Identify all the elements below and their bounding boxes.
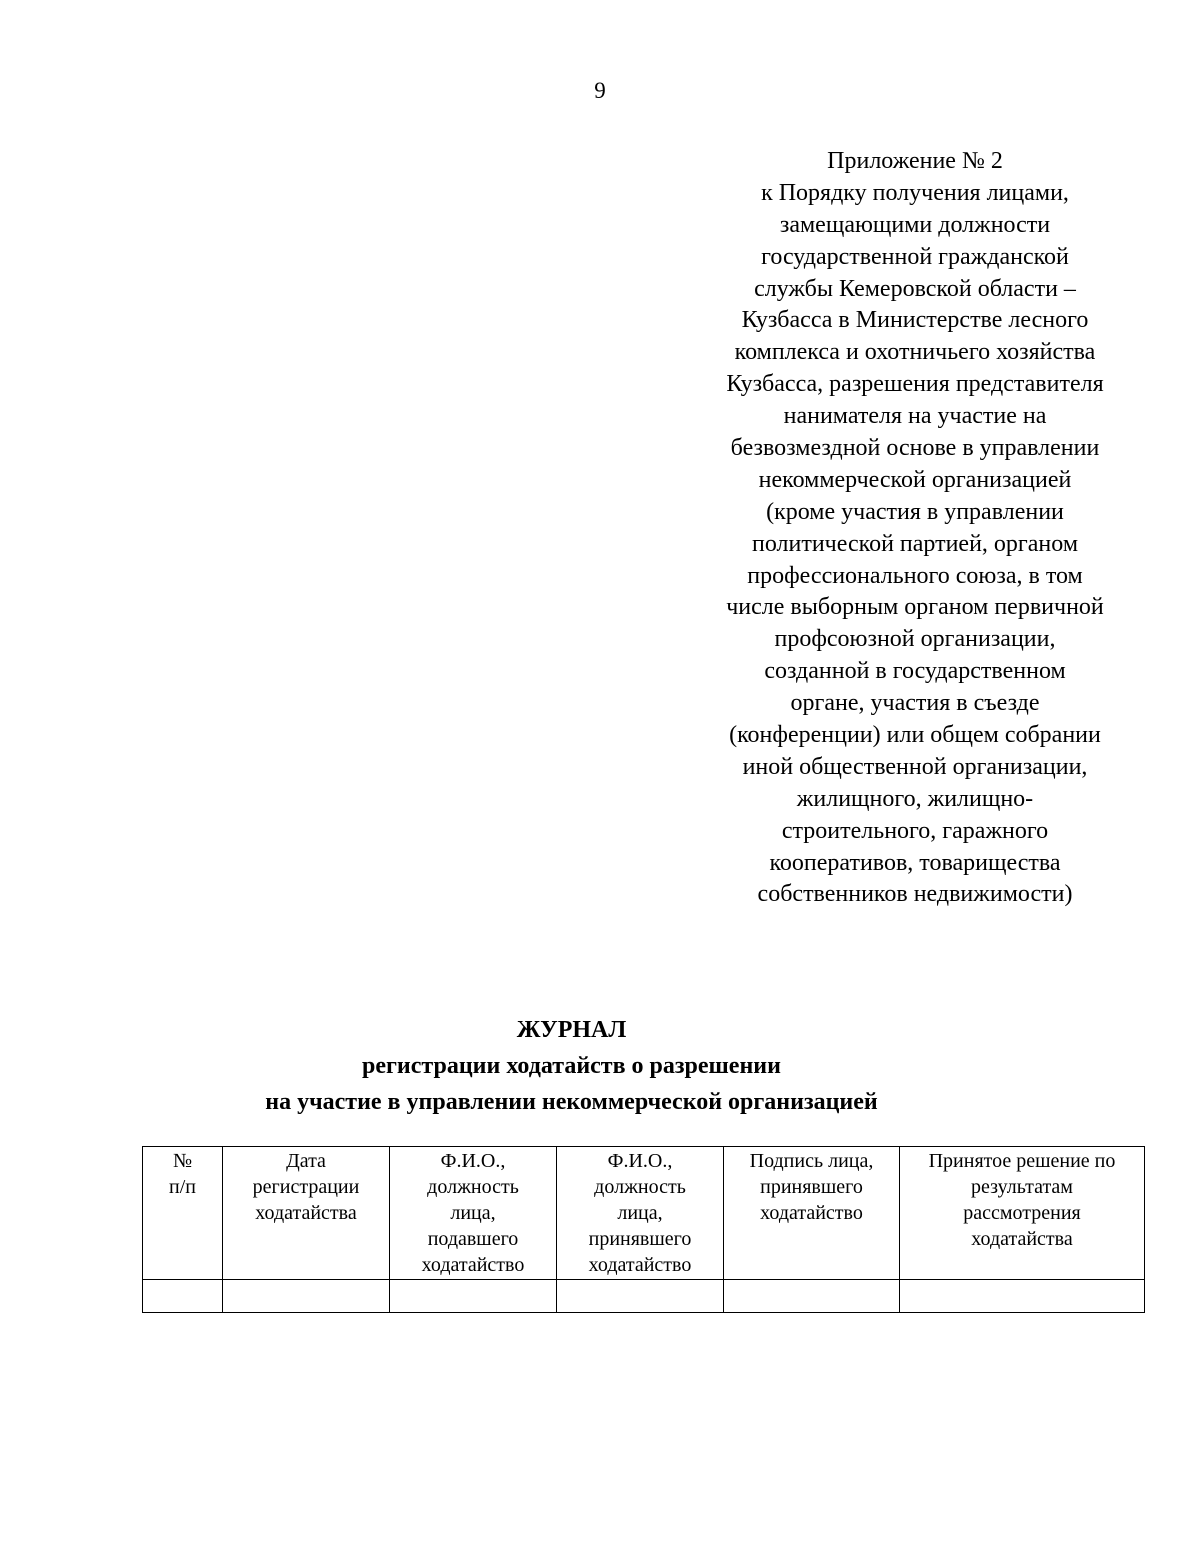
appendix-line: некоммерческой организацией [758, 466, 1072, 493]
appendix-line: комплекса и охотничьего хозяйства [734, 339, 1096, 366]
table-header-row [143, 1147, 1145, 1280]
table-cell [390, 1280, 557, 1313]
appendix-line: профессионального союза, в том [747, 562, 1083, 589]
appendix-line: замещающими должности [779, 211, 1051, 238]
header-receiver-signature: Подпись лица, принявшего ходатайство [724, 1147, 900, 1280]
journal-heading [0, 1012, 1143, 1120]
appendix-line: Приложение № 2 [827, 148, 1003, 174]
header-decision: Принятое решение по результатам рассмотрения ходатайства [900, 1147, 1145, 1280]
table-cell [724, 1280, 900, 1313]
appendix-line: службы Кемеровской области – [754, 275, 1076, 302]
appendix-line: собственников недвижимости) [757, 881, 1073, 908]
appendix-block [690, 146, 1140, 911]
journal-subtitle: регистрации ходатайств о разрешении [362, 1053, 781, 1079]
header-number: № п/п [143, 1147, 223, 1280]
appendix-line: к Порядку получения лицами, [761, 179, 1069, 206]
appendix-line: жилищного, жилищно- [796, 785, 1034, 812]
table-cell [143, 1280, 223, 1313]
appendix-line: созданной в государственном [764, 658, 1066, 685]
journal-title: ЖУРНАЛ [516, 1017, 627, 1043]
appendix-line: нанимателя на участие на [783, 403, 1047, 430]
appendix-line: политической партией, органом [751, 530, 1078, 557]
page-number: 9 [594, 78, 606, 103]
table-cell [900, 1280, 1145, 1313]
registration-table [142, 1146, 1145, 1313]
appendix-line: Кузбасса, разрешения представителя [726, 371, 1104, 398]
appendix-line: строительного, гаражного [781, 817, 1049, 844]
appendix-line: Кузбасса в Министерстве лесного [741, 307, 1089, 334]
header-applicant: Ф.И.О., должность лица, подавшего ходатайство [390, 1147, 557, 1280]
appendix-line: государственной гражданской [761, 243, 1069, 270]
table-cell [223, 1280, 390, 1313]
table-cell [557, 1280, 724, 1313]
header-registration-date: Дата регистрации ходатайства [223, 1147, 390, 1280]
journal-subtitle: на участие в управлении некоммерческой организацией [265, 1089, 878, 1115]
header-receiver: Ф.И.О., должность лица, принявшего ходатайство [557, 1147, 724, 1280]
appendix-line: профсоюзной организации, [774, 626, 1056, 653]
appendix-line: органе, участия в съезде [790, 690, 1040, 717]
appendix-line: числе выборным органом первичной [726, 594, 1104, 621]
appendix-line: кооперативов, товарищества [769, 849, 1061, 876]
table-row [143, 1280, 1145, 1313]
appendix-line: иной общественной организации, [742, 753, 1088, 780]
appendix-line: безвозмездной основе в управлении [730, 435, 1100, 462]
appendix-line: (кроме участия в управлении [766, 498, 1064, 525]
appendix-line: (конференции) или общем собрании [729, 722, 1101, 749]
